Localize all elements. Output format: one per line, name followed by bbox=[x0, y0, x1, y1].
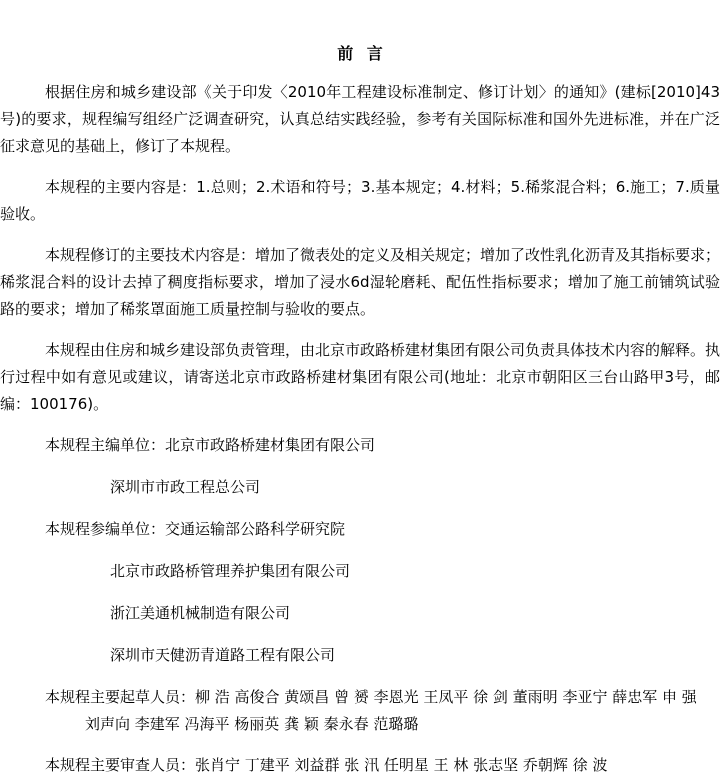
drafters-line-1: 本规程主要起草人员：柳 浩 高俊合 黄颂昌 曾 赟 李恩光 王凤平 徐 剑 董雨明 李亚宁 薛忠军 申 强 bbox=[45, 688, 697, 706]
paragraph-basis: 根据住房和城乡建设部《关于印发〈2010年工程建设标准制定、修订计划〉的通知》(建标[2010]43号)的要求，规程编写组经广泛调查研究，认真总结实践经验，参考有关国际标准和国外先进标准，并在广泛征求意见的基础上，修订了本规程。 bbox=[0, 83, 720, 155]
participating-sub-unit-1: 北京市政路桥管理养护集团有限公司 bbox=[110, 562, 351, 580]
paragraph-management: 本规程由住房和城乡建设部负责管理，由北京市政路桥建材集团有限公司负责具体技术内容的解释。执行过程中如有意见或建议，请寄送北京市政路桥建材集团有限公司(地址：北京市朝阳区三台山路甲3号，邮编：100176)。 bbox=[0, 341, 720, 413]
chief-editor-unit-line: 本规程主编单位：北京市政路桥建材集团有限公司 bbox=[45, 436, 376, 454]
participating-sub-unit-2: 浙江美通机械制造有限公司 bbox=[110, 604, 291, 622]
chief-editor-sub-unit: 深圳市市政工程总公司 bbox=[110, 478, 261, 496]
participating-unit-line: 本规程参编单位：交通运输部公路科学研究院 bbox=[45, 520, 346, 538]
paragraph-main-contents: 本规程的主要内容是：1.总则；2.术语和符号；3.基本规定；4.材料；5.稀浆混合料；6.施工；7.质量验收。 bbox=[0, 178, 720, 223]
paragraph-revision-contents: 本规程修订的主要技术内容是：增加了微表处的定义及相关规定；增加了改性乳化沥青及其指标要求；稀浆混合料的设计去掉了稠度指标要求，增加了浸水6d湿轮磨耗、配伍性指标要求；增加了施工前铺筑试验路的要求；增加了稀浆罩面施工质量控制与验收的要点。 bbox=[0, 246, 720, 318]
participating-sub-unit-3: 深圳市天健沥青道路工程有限公司 bbox=[110, 646, 336, 664]
page-title: 前 言 bbox=[337, 44, 383, 63]
drafters-line-2: 刘声向 李建军 冯海平 杨丽英 龚 颖 秦永春 范璐璐 bbox=[85, 715, 419, 733]
reviewers-line: 本规程主要审查人员：张肖宁 丁建平 刘益群 张 汛 任明星 王 林 张志坚 乔朝辉 徐 波 bbox=[45, 756, 608, 774]
